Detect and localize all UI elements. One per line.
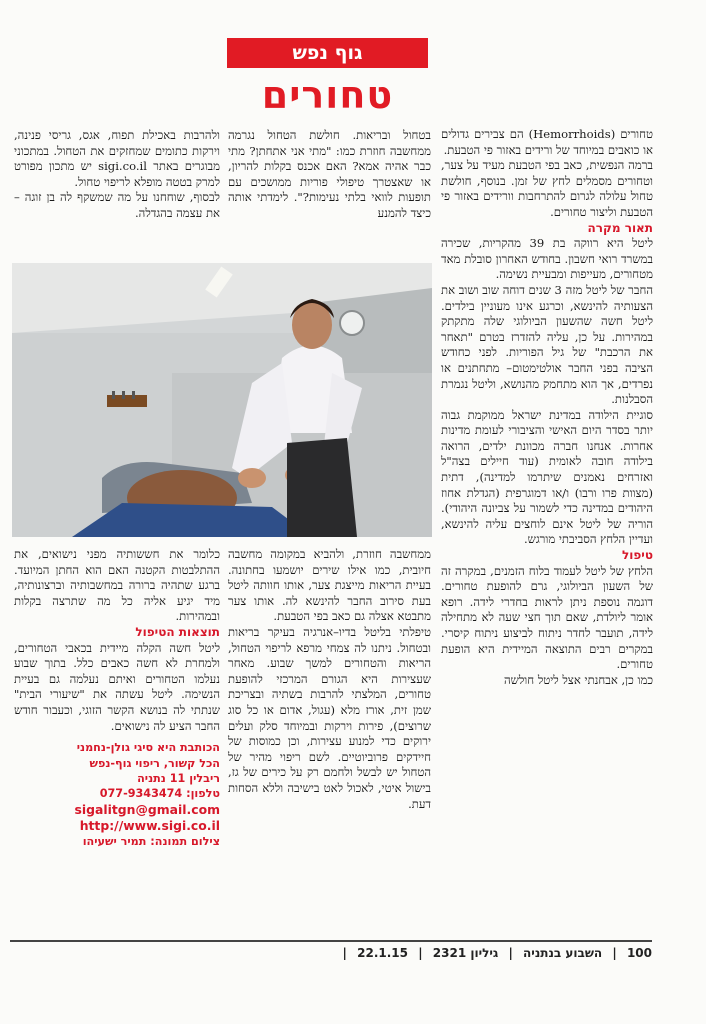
- footer-sep: |: [342, 946, 347, 960]
- paragraph: סוגיית הילודה במדינת ישראל ממוקמת גבוה יותר בסדר היום האישי והציבורי לעומת מדינות אחרות. אנחנו חברה מכוונת ילדים, הרואה בילודה חובה לאומית (עוד חיילים בצה"ל ואזרחים נאמנים שיתרמו למדינה), דתית (מצוות פרו ורבו) ו/או דמוגרפית (הגדלת אחוז היהודים במדינה כדי לשמור על צביונה היהודי). הוריה של ליטל אינם לוחצים עליה להינשא, ועדיין הלחץ הסביבתי מורגש.: [441, 407, 653, 547]
- paragraph: כמו כן, אבחנתי אצל ליטל חולשה: [504, 672, 653, 687]
- footer-sep: |: [508, 946, 513, 960]
- credit-website-link[interactable]: http://www.sigi.co.il: [79, 817, 220, 833]
- photo-illustration: [12, 263, 432, 537]
- credit-author: הכותבת היא סיגי גולן-נחמני: [76, 741, 220, 755]
- page-footer: [10, 946, 652, 966]
- paragraph: בטחול ובריאות. חולשת הטחול נגרמה ממחשבה חוזרת כמו: "מתי אני אתחתן? מתי כבר אהיה אמא? האם אכנס בקלות להריון, או שאצטרך טיפולי פוריות ממושכים עם תופעות לוואי בלתי נעימות?". לימדתי אותה כיצד להמנע: [228, 128, 431, 220]
- subheading-case: תאור מקרה: [587, 220, 653, 235]
- paragraph: כלומר את חששותיה מפני נישואים, את ההתלבטות הקטנה האם הוא החתן המיועד. ברגע שתהיה ברורה במחשבותיה וברצונותיה, מיד יגיע אליה כל מה שתרצה בקלות ובמהירות.: [14, 547, 220, 624]
- footer-sep: |: [418, 946, 423, 960]
- column-5: [14, 547, 220, 849]
- paragraph: ברמה הנפשית, כאב בפי הטבעת מעיד על צער, וטחורים מסמלים לחץ של זמן. בנוסף, חולשת טחול עלולה לגרום להתרחבות וורידים באזור פי הטבעת וליצור טחורים.: [441, 158, 653, 219]
- issue-number: גיליון 2321: [432, 946, 499, 960]
- treatment-photo: [12, 263, 432, 537]
- paragraph: הלחץ של ליטל לעמוד בלוח הזמנים, במקרה זה של השעון הביולוגי, גרם להופעת טחורים. דוגמה נוספת ניתן לראות בחדרי לידה. רופא אומר ליולדת, שאם תוך חצי שעה לא מתחילה לידה, תועבר לחדר ניתוח לביצוע ניתוח קיסרי. במקרים רבים התוצאה המיידית היא הופעת טחורים.: [441, 563, 653, 672]
- column-3-top: [14, 128, 220, 222]
- section-label: גוף נפש: [227, 38, 428, 68]
- credit-photographer: צילום תמונה: תמיר ישעיהו: [82, 834, 220, 848]
- paragraph: טיפלתי בליטל בדיו–אנרגיה בעיקר בריאות ובטחול. ניתנו לה צמחי מרפא לריפוי הטחול, הריאות והטחורים למשך שבוע. מאחר שעצירות היא הגורם המרכזי להופעת טחורים, המלצתי להרבות בשתיה ובצריכת שמן זית, אורז מלא (עגול, אדום או כל סוג שרוצים), פירות וירקות ובמיוחד סלק ועלים ירוקים כדי למנוע עצירות, וכן כמוסות של חיידקים פרוביוטיים. לשם ריפוי מהיר של הטחול יש לבשל ולחמם רק על כירים של גז, בישול איטי, לאכול לאט בישיבה וללא הסחות דעת.: [228, 624, 431, 811]
- paragraph: ליטל חשה הקלה מיידית בכאבי הטחורים, ולמחרת לא חשה כאבים כלל. בתוך שבוע נעלמו הטחורים ואיתם נעלמה גם בעיית הנשימה. ליטל עשתה את "שיעורי הבית" שנתתי לה בנושא הקשר הזוגי, וכעבור חודש החבר הציע לה נישואים.: [14, 640, 220, 733]
- subheading-results: תוצאות הטיפול: [135, 624, 220, 639]
- paragraph: ליטל היא רווקה בת 39 מהקריות, שכירה במשרד רואי חשבון. בחודש האחרון סובלת מאד מטחורים, מעייפות ומבעיית נשימה.: [441, 236, 653, 282]
- column-2-top: [228, 128, 431, 222]
- paragraph: ממחשבה חוזרת, ולהביא במקומה מחשבה חיובית, כמו אילו שירים יושמעו בחתונה. בעיית הריאות מייצגת צער, אותו חוותה ליטל בעת סירוב החבר להינשא לה. אותו צער מתבטא אצלה גם כאב בפי הטבעת.: [228, 547, 431, 624]
- issue-date: 22.1.15: [357, 946, 408, 960]
- credit-phone: טלפון: 077-9343474: [99, 787, 220, 801]
- paragraph: ולהרבות באכילת תפוח, אגס, גריסי פנינה, וירקות כתומים שמחזקים את הטחול. במתכוני מבוגרים באתר sigi.co.il יש מתכון מפורט למרק בטטה מופלא לריפוי טחול.: [14, 128, 220, 189]
- paragraph: טחורים (Hemorrhoids) הם צבירים גדולים או כואבים במיוחד של ורידים באזור פי הטבעת.: [441, 127, 653, 157]
- article-headline: טחורים: [261, 73, 394, 117]
- column-1: [441, 127, 653, 688]
- credit-clinic: הכל קשור, ריפוי גוף-נפש: [89, 756, 220, 770]
- paragraph: לבסוף, שוחחנו על מה שמשקף לה בן זוגה – את עצמה בהגדלה.: [14, 190, 220, 220]
- column-4: [228, 547, 431, 812]
- footer-sep: |: [612, 946, 617, 960]
- subheading-treatment: טיפול: [622, 548, 653, 563]
- publication-name: השבוע בנתניה: [523, 946, 603, 960]
- footer-divider: [10, 940, 652, 942]
- credit-address: ריבלין 11 נתניה: [137, 771, 220, 785]
- page-number: 100: [626, 946, 652, 960]
- paragraph: החבר של ליטל מזה 3 שנים דוחה שוב ושוב את הצעותיה להינשא, וכרגע אינו מעוניין בילדים. ליטל חשה שהשעון הביולוגי שלה מתקתק במהירות. על כן, עליה להזדרז בטרם "תאחר את הרכבת" של גיל הפוריות. לפני כחודש הציבה בפני החבר אולטימטום– מתחתנים או נפרדים, אך הוא מתחמק מהנושא, וליטל נגמרת הסבלנות.: [441, 282, 653, 407]
- credit-email-link[interactable]: sigalitgn@gmail.com: [74, 801, 220, 817]
